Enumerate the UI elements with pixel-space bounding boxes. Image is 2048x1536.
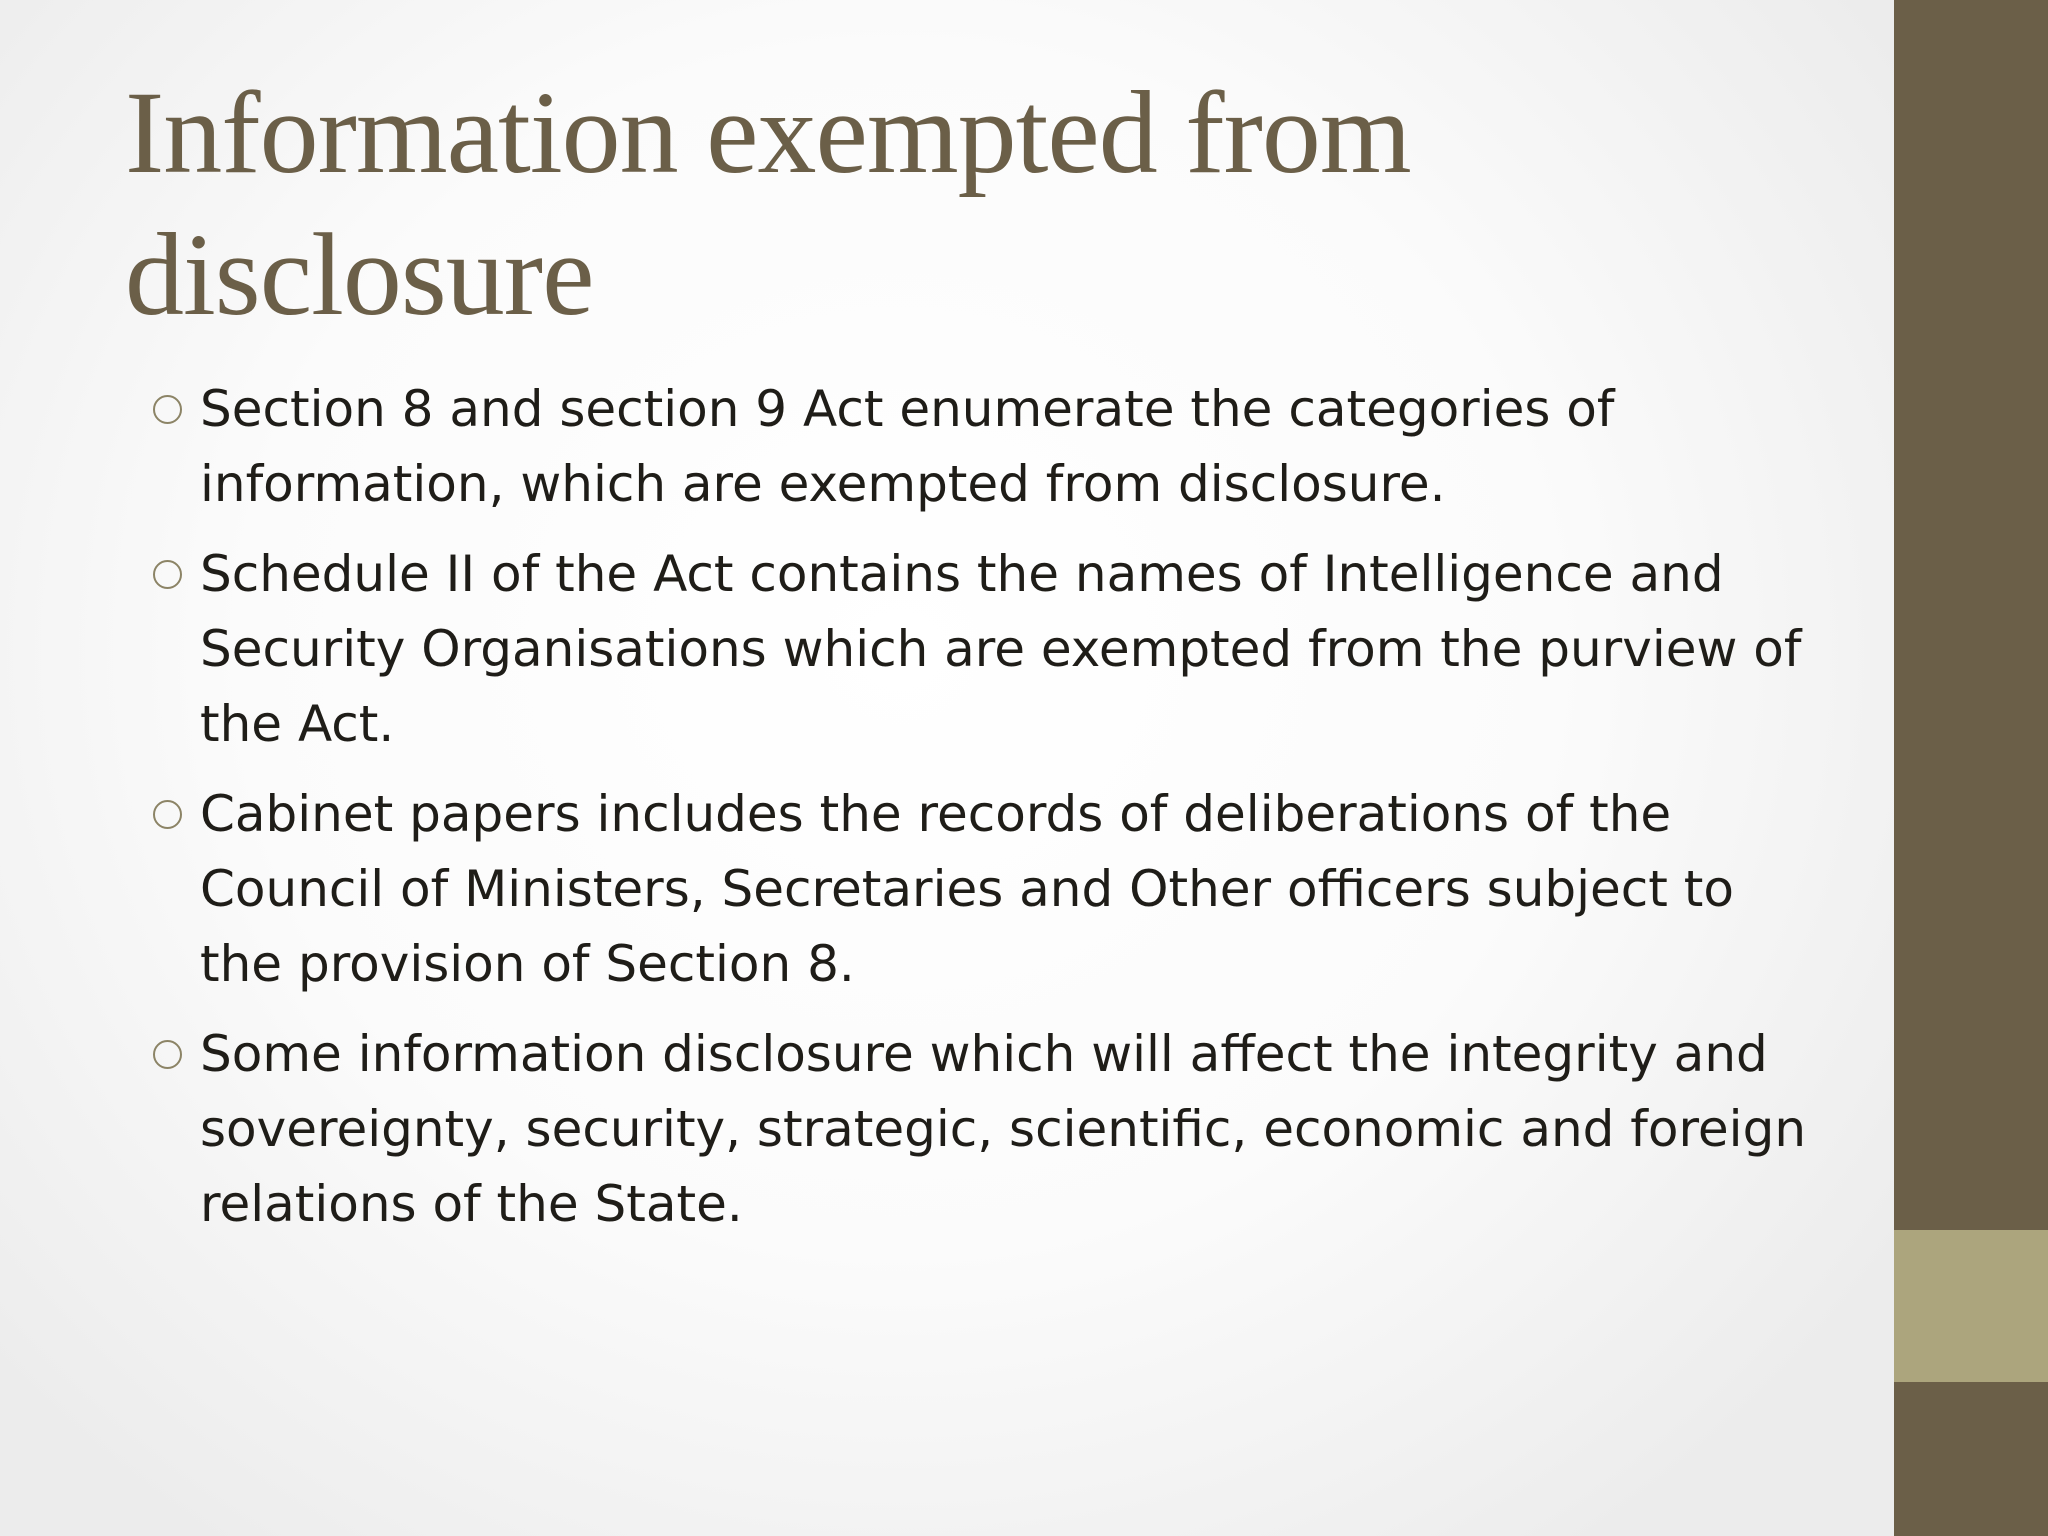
bullet-list [150, 372, 1810, 1257]
slide-title: Information exempted from disclosure [125, 67, 1411, 340]
hollow-circle-icon [153, 1040, 182, 1069]
bullet-text: Cabinet papers includes the records of deliberations of the Council of Ministers, Secretaries and Other officers subject to the provision of Section 8. [200, 785, 1734, 993]
list-item [150, 1017, 1810, 1242]
list-item [150, 777, 1810, 1002]
hollow-circle-icon [153, 395, 182, 424]
list-item [150, 372, 1810, 522]
bullet-text: Section 8 and section 9 Act enumerate the categories of information, which are exempted from disclosure. [200, 380, 1615, 513]
hollow-circle-icon [153, 560, 182, 589]
side-accent-block [1894, 1230, 2048, 1382]
list-item [150, 537, 1810, 762]
hollow-circle-icon [153, 800, 182, 829]
bullet-text: Schedule II of the Act contains the names of Intelligence and Security Organisations which are exempted from the purview of the Act. [200, 545, 1802, 753]
bullet-text: Some information disclosure which will affect the integrity and sovereignty, security, strategic, scientific, economic and foreign relations of the State. [200, 1025, 1807, 1233]
